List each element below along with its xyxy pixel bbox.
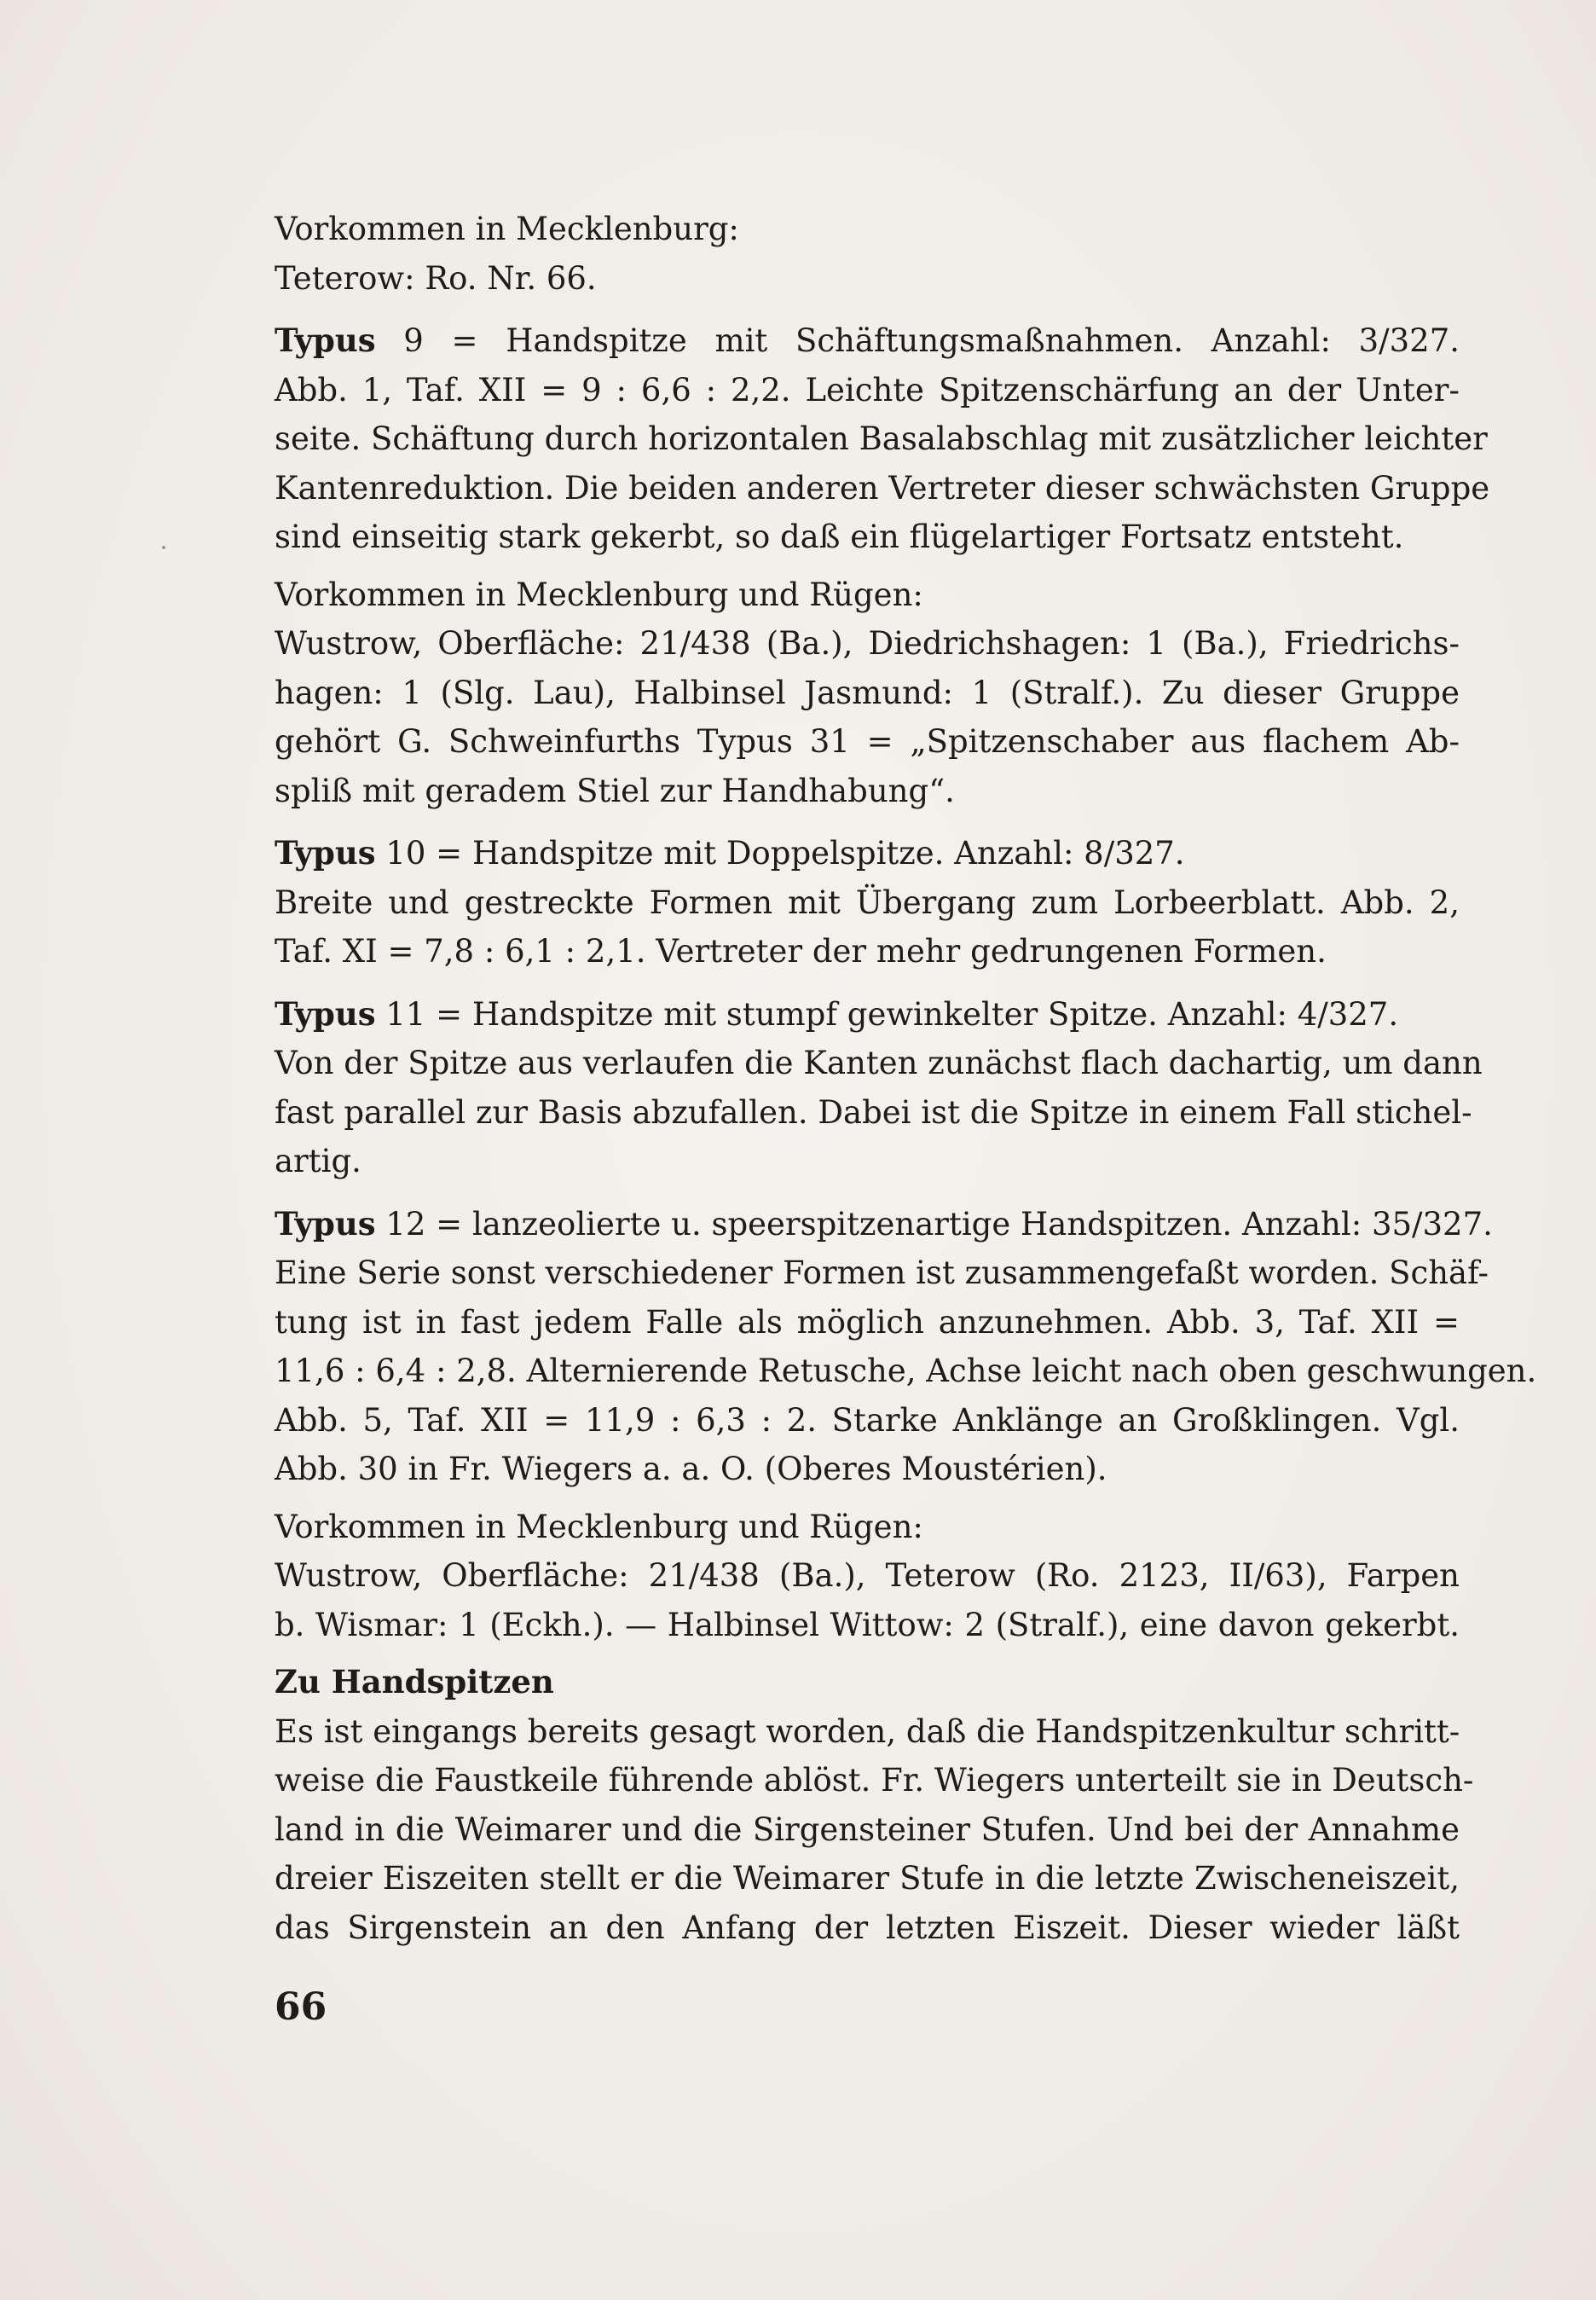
text-line: Taf. XI = 7,8 : 6,1 : 2,1. Vertreter der mehr gedrungenen Formen. bbox=[275, 933, 1327, 970]
paper-speck bbox=[162, 546, 165, 549]
text-line: Kantenreduktion. Die beiden anderen Vertreter dieser schwächsten Gruppe bbox=[275, 469, 1490, 507]
text-line: artig. bbox=[275, 1143, 361, 1179]
text-line: hagen: 1 (Slg. Lau), Halbinsel Jasmund: 1 (Stralf.). Zu dieser Gruppe bbox=[275, 674, 1460, 711]
text-line: Breite und gestreckte Formen mit Übergang zum Lorbeerblatt. Abb. 2, bbox=[275, 884, 1460, 921]
text-line: Vorkommen in Mecklenburg: bbox=[275, 211, 739, 247]
text-line: Teterow: Ro. Nr. 66. bbox=[275, 259, 597, 297]
type-heading-line: Typus 10 = Handspitze mit Doppelspitze. Anzahl: 8/327. bbox=[275, 834, 1185, 872]
page-number: 66 bbox=[275, 1985, 327, 2029]
text-line: Abb. 30 in Fr. Wiegers a. a. O. (Oberes Moustérien). bbox=[275, 1451, 1107, 1487]
text-line: spliß mit geradem Stiel zur Handhabung“. bbox=[275, 772, 955, 809]
text-line: Vorkommen in Mecklenburg und Rügen: bbox=[275, 1508, 923, 1545]
text-line: weise die Faustkeile führende ablöst. Fr. Wiegers unterteilt sie in Deutsch- bbox=[275, 1762, 1474, 1799]
text-line: dreier Eiszeiten stellt er die Weimarer Stufe in die letzte Zwischeneiszeit, bbox=[275, 1860, 1460, 1897]
type-heading-line: Typus 11 = Handspitze mit stumpf gewinkelter Spitze. Anzahl: 4/327. bbox=[275, 994, 1399, 1033]
text-line: b. Wismar: 1 (Eckh.). — Halbinsel Wittow: 2 (Stralf.), eine davon gekerbt. bbox=[275, 1606, 1460, 1643]
text-line: Wustrow, Oberfläche: 21/438 (Ba.), Teterow (Ro. 2123, II/63), Farpen bbox=[275, 1557, 1460, 1594]
typus-label: Typus bbox=[275, 1204, 376, 1243]
text-line: Es ist eingangs bereits gesagt worden, daß die Handspitzenkultur schritt- bbox=[275, 1712, 1460, 1750]
text-line: Abb. 1, Taf. XII = 9 : 6,6 : 2,2. Leichte Spitzenschärfung an der Unter- bbox=[275, 371, 1460, 408]
text-line: 11,6 : 6,4 : 2,8. Alternierende Retusche, Achse leicht nach oben geschwungen. bbox=[275, 1353, 1537, 1389]
text-line: gehört G. Schweinfurths Typus 31 = „Spitzenschaber aus flachem Ab- bbox=[275, 723, 1460, 760]
typus-label: Typus bbox=[275, 994, 376, 1033]
text-line: Vorkommen in Mecklenburg und Rügen: bbox=[275, 576, 923, 613]
text-line: Abb. 5, Taf. XII = 11,9 : 6,3 : 2. Starke Anklänge an Großklingen. Vgl. bbox=[275, 1401, 1460, 1439]
text-line: fast parallel zur Basis abzufallen. Dabei ist die Spitze in einem Fall stichel- bbox=[275, 1093, 1472, 1131]
text-line: land in die Weimarer und die Sirgensteiner Stufen. Und bei der Annahme bbox=[275, 1810, 1460, 1848]
text-line: tung ist in fast jedem Falle als möglich anzunehmen. Abb. 3, Taf. XII = bbox=[275, 1303, 1460, 1341]
text-line: Eine Serie sonst verschiedener Formen ist zusammengefaßt worden. Schäf- bbox=[275, 1254, 1489, 1291]
text-line: Wustrow, Oberfläche: 21/438 (Ba.), Diedrichshagen: 1 (Ba.), Friedrichs- bbox=[275, 625, 1460, 662]
typus-label: Typus bbox=[275, 322, 376, 359]
type-heading-line: Typus 12 = lanzeolierte u. speerspitzenartige Handspitzen. Anzahl: 35/327. bbox=[275, 1204, 1493, 1243]
body-text bbox=[275, 205, 1537, 1952]
section-heading: Zu Handspitzen bbox=[275, 1663, 554, 1700]
text-line: das Sirgenstein an den Anfang der letzten Eiszeit. Dieser wieder läßt bbox=[275, 1909, 1460, 1946]
type-heading-line: Typus 9 = Handspitze mit Schäftungsmaßnahmen. Anzahl: 3/327. bbox=[275, 322, 1460, 359]
text-line: Von der Spitze aus verlaufen die Kanten zunächst flach dachartig, um dann bbox=[275, 1045, 1483, 1081]
text-line: seite. Schäftung durch horizontalen Basalabschlag mit zusätzlicher leichter bbox=[275, 420, 1488, 457]
text-line: sind einseitig stark gekerbt, so daß ein flügelartiger Fortsatz entsteht. bbox=[275, 519, 1404, 555]
typus-label: Typus bbox=[275, 834, 376, 872]
